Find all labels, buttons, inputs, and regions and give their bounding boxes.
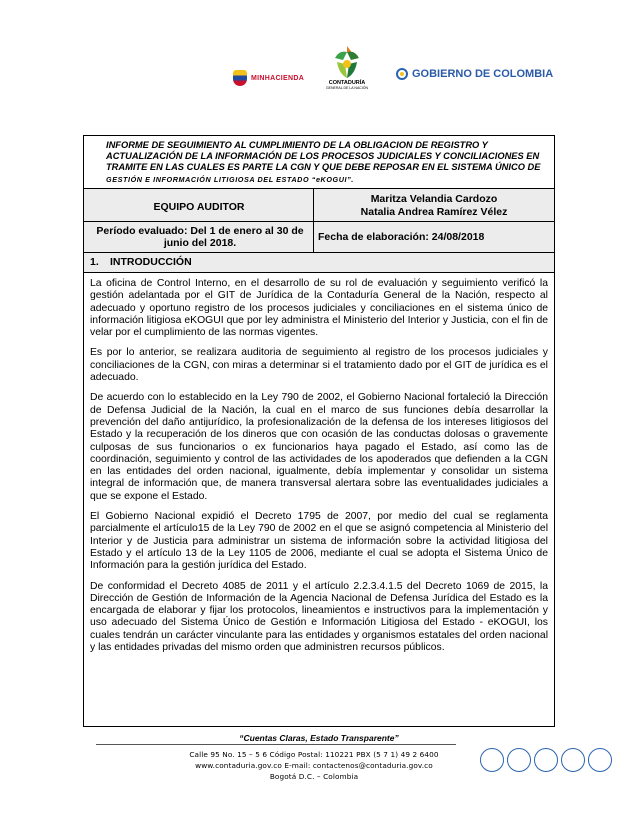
evaluated-period: Período evaluado: Del 1 de enero al 30 de junio del 2018. [96, 225, 304, 249]
minhacienda-logo: MINHACIENDA [233, 70, 304, 86]
section-title: 1. INTRODUCCIÓN [90, 256, 192, 268]
report-title: INFORME DE SEGUIMIENTO AL CUMPLIMIENTO DE LA OBLIGACION DE REGISTRO Y ACTUALIZACIÓN DE LA INFORMACIÓN DE LOS PROCESOS JUDICIALES Y CONCILIACIONES EN TRAMITE EN LAS CUALES ES PARTE LA CGN Y QUE DEBE REPOSAR EN EL SISTEMA ÚNICO DE GESTIÓN E INFORMACIÓN LITIGIOSA DEL ESTADO “eKOGUI”. [106, 140, 541, 184]
footer-divider [96, 744, 456, 745]
report-title-row [84, 136, 554, 189]
footer-city: Bogotá D.C. – Colombia [269, 772, 359, 781]
cgn-logo: CONTADURÍA GENERAL DE LA NACIÓN [325, 44, 369, 108]
certification-seal-icon [534, 748, 558, 772]
body-paragraph: El Gobierno Nacional expidió el Decreto 1795 de 2007, por medio del cual se reglamenta parcialmente el artículo15 de la Ley 790 de 2002 en el que se asignó competencia al Ministerio del Interior y de Justicia para administrar un sistema de información sobre la actividad litigiosa del Estado y el artículo 13 de la Ley 1105 de 2006, mediante el cual se adopta el Sistema Único de Información para la gestión jurídica del Estado. [90, 511, 548, 572]
gobierno-emblem-icon [396, 68, 408, 80]
audit-team-label: EQUIPO AUDITOR [153, 201, 245, 213]
auditor-list [314, 193, 554, 218]
certification-seal-icon [588, 748, 612, 772]
elaboration-date: Fecha de elaboración: 24/08/2018 [318, 231, 485, 243]
certification-seal-icon [507, 748, 531, 772]
report-body [90, 278, 548, 662]
body-paragraph: Es por lo anterior, se realizara auditoria de seguimiento al registro de los procesos judiciales y conciliaciones de la CGN, con miras a determinar si el tratamiento dado por el GIT de jurídica es el adecuado. [90, 347, 548, 384]
auditor-name: Natalia Andrea Ramírez Vélez [360, 205, 508, 218]
footer-address: Calle 95 No. 15 – 5 6 Código Postal: 110221 PBX (5 7 1) 49 2 6400 [189, 750, 439, 759]
page-header [0, 40, 638, 110]
audit-team-row [84, 189, 554, 222]
footer-contact [160, 749, 468, 782]
footer-web: www.contaduria.gov.co E-mail: contactenos@contaduria.gov.co [195, 761, 433, 770]
auditor-name: Maritza Velandia Cardozo [370, 193, 498, 205]
certification-badges [480, 748, 612, 772]
certification-seal-icon [480, 748, 504, 772]
body-paragraph: De conformidad el Decreto 4085 de 2011 y el artículo 2.2.3.4.1.5 del Decreto 1069 de 2015, la Dirección de Gestión de Información de la Agencia Nacional de Defensa Jurídica del Estado es la encargada de elaborar y fijar los protocolos, lineamientos e instructivos para la implementación y uso adecuado del Sistema Único de Gestión e Información Litigiosa del Estado - eKOGUI, los cuales tendrán un carácter vinculante para las entidades y organismos estatales del orden nacional y las entidades privadas del mismo orden que administren recursos públicos. [90, 580, 548, 654]
footer-motto: “Cuentas Claras, Estado Transparente” [239, 733, 399, 743]
body-paragraph: La oficina de Control Interno, en el desarrollo de su rol de evaluación y seguimiento verificó la gestión adelantada por el GIT de Jurídica de la Contaduría General de la Nación, respecto al adecuado y oportuno registro de los procesos judiciales y conciliaciones en el sistema único de información litigiosa eKOGUI que por ley administra el Ministerio del Interior y Justicia, con el fin de velar por el cumplimiento de las normas vigentes. [90, 278, 548, 339]
gobierno-colombia-logo: GOBIERNO DE COLOMBIA [396, 68, 553, 80]
report-title-tail: GESTIÓN E INFORMACIÓN LITIGIOSA DEL ESTADO “eKOGUI”. [106, 174, 354, 184]
report-box [83, 135, 555, 727]
body-paragraph: De acuerdo con lo establecido en la Ley 790 de 2002, el Gobierno Nacional fortaleció la Dirección de Defensa Judicial de la Nación, la cual en el marco de sus funciones debía desarrollar la prevención del daño antijurídico, la profesionalización de la defensa de los intereses litigiosos del Estado y la recuperación de los dineros que con ocasión de las conductas dolosas o gravemente culposas de sus funcionarios o ex funcionarios haya pagado el Estado, así como las de coordinación, seguimiento y control de las actividades de los apoderados que defienden a la CGN en las entidades del orden nacional, igualmente, debía implementar y consolidar un sistema integral de información que, de manera transversal alertara sobre las eventualidades judiciales a que se expone el Estado. [90, 392, 548, 502]
period-row [84, 222, 554, 253]
certification-seal-icon [561, 748, 585, 772]
cgn-emblem-icon [329, 44, 365, 80]
section-header [84, 253, 554, 273]
colombia-shield-icon [233, 70, 247, 86]
